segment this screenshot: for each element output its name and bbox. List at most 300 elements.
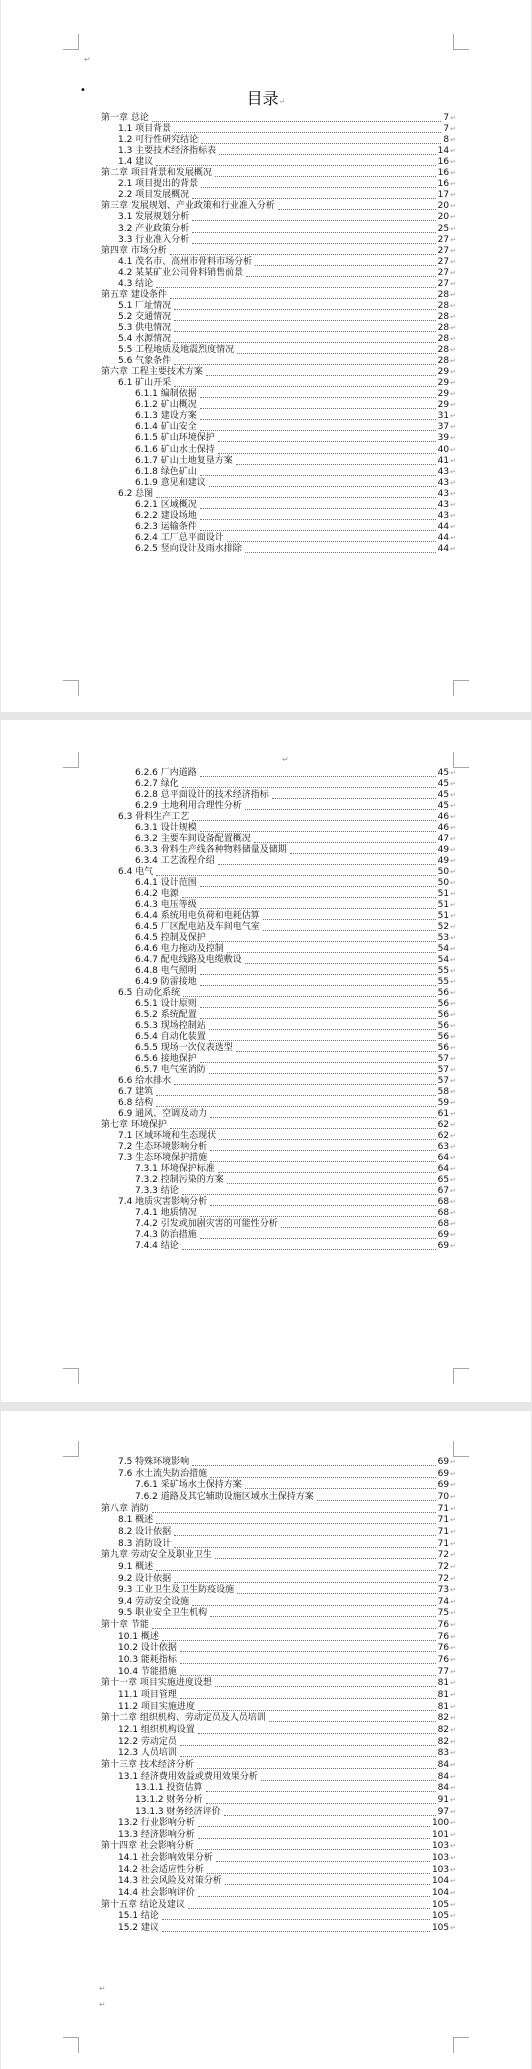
toc-leader-dots [227,541,436,542]
paragraph-mark: ↵ [450,544,456,553]
toc-entry[interactable] [135,1783,456,1794]
toc-entry[interactable] [135,500,456,511]
toc-entry[interactable] [135,878,456,889]
page-corner-mark [63,752,79,768]
toc-entry[interactable] [101,1678,456,1689]
toc-entry-label: 6.2 总图 [118,488,154,499]
toc-entry-label: 6.3.1 设计规模 [135,823,197,833]
toc-page-number: 27 [437,278,450,289]
toc-entry[interactable] [118,334,456,345]
toc-leader-dots [245,809,436,810]
toc-leader-dots [188,1908,430,1909]
toc-entry[interactable] [101,1504,456,1515]
toc-leader-dots [192,243,435,244]
toc-entry[interactable] [118,988,456,999]
toc-entry-label: 7.3.1 环境保护标准 [135,1164,215,1174]
toc-entry[interactable] [118,1725,456,1736]
toc-entry-label: 第九章 劳动安全及职业卫生 [101,1550,212,1561]
toc-leader-dots [156,1570,435,1571]
toc-entry-label: 14.2 社会适应性分析 [118,1864,204,1875]
toc-leader-dots [174,320,435,321]
toc-entry-label: 14.4 社会影响评价 [118,1888,195,1899]
toc-entry-label: 12.1 组织机构设置 [118,1724,195,1735]
toc-entry[interactable] [135,856,456,867]
toc-entry[interactable] [118,135,456,146]
toc-entry-label: 6.4.1 设计范围 [135,878,197,888]
toc-entry[interactable] [118,279,456,290]
paragraph-mark: ↵ [450,879,456,887]
toc-leader-dots [192,1605,435,1606]
toc-leader-dots [162,1640,436,1641]
toc-entry[interactable] [118,1772,456,1783]
toc-leader-dots [209,1040,436,1041]
toc-entry-label: 第十三章 技术经济分析 [101,1759,194,1770]
toc-page-number: 16 [437,157,450,168]
toc-entry[interactable] [118,124,456,135]
paragraph-mark: ↵ [450,125,456,134]
toc-page-number: 97 [437,1806,450,1817]
toc-entry-label: 7.3.2 控制污染的方案 [135,1175,224,1185]
toc-entry[interactable] [101,1900,456,1911]
toc-entry[interactable] [135,944,456,955]
toc-page-number: 104 [431,1876,450,1887]
toc-entry[interactable] [135,1164,456,1175]
paragraph-mark: ↵ [450,1597,456,1606]
toc-entry[interactable] [135,1480,456,1491]
toc-leader-dots [180,1663,436,1664]
toc-entry-label: 6.5.2 系统配置 [135,1010,197,1020]
toc-entry[interactable] [135,834,456,845]
document-page-3 [1,1411,531,2069]
toc-entry[interactable] [118,1539,456,1550]
toc-page-number: 104 [431,1888,450,1899]
toc-entry-label: 2.1 项目提出的背景 [118,179,199,190]
toc-entry-label: 6.3 骨料生产工艺 [118,812,190,822]
paragraph-mark: ↵ [450,846,456,854]
toc-leader-dots [206,1791,436,1792]
toc-entry-label: 第五章 建设条件 [101,289,167,300]
paragraph-mark: ↵ [450,257,456,266]
toc-entry-label: 6.1.8 绿色矿山 [135,466,197,477]
toc-entry-label: 5.1 厂址情况 [118,300,172,311]
toc-leader-dots [200,475,436,476]
toc-leader-dots [174,1535,435,1536]
paragraph-mark: ↵ [450,1819,456,1828]
toc-entry[interactable] [135,533,456,544]
paragraph-mark: ↵ [450,1492,456,1501]
paragraph-mark: ↵ [450,114,456,122]
toc-entry[interactable] [118,1469,456,1480]
toc-entry-label: 第十章 节能 [101,1620,149,1631]
toc-entry-label: 1.2 可行性研究结论 [118,135,199,146]
toc-entry[interactable] [135,389,456,400]
paragraph-mark: ↵ [450,1231,456,1239]
paragraph-mark: ↵ [450,1621,456,1630]
toc-leader-dots [200,408,436,409]
toc-entry-label: 6.1.5 矿山环境保护 [135,433,215,444]
toc-entry[interactable] [135,889,456,900]
paragraph-mark: ↵ [450,1055,456,1063]
toc-entry[interactable] [118,1109,456,1120]
paragraph-mark: ↵ [450,1679,456,1688]
toc-entry[interactable] [135,1795,456,1806]
toc-page-number: 105 [431,1923,450,1933]
toc-entry[interactable] [135,467,456,478]
toc-entry[interactable] [118,190,456,201]
toc-page-number: 69 [437,1480,450,1491]
toc-page-number: 7 [443,124,450,135]
toc-entry[interactable] [135,922,456,933]
toc-entry[interactable] [135,1219,456,1230]
toc-entry[interactable] [101,290,456,301]
toc-entry[interactable] [135,911,456,922]
paragraph-mark: ↵ [450,1562,456,1571]
toc-entry[interactable] [101,1620,456,1631]
toc-page-number: 71 [437,1503,450,1514]
toc-entry-label: 6.1.7 矿山土地复垦方案 [135,455,233,466]
toc-leader-dots [152,1512,436,1513]
toc-entry[interactable] [118,235,456,246]
toc-page-number: 40 [437,444,450,455]
paragraph-mark: ↵ [450,1784,456,1793]
paragraph-mark: ↵ [450,445,456,454]
toc-entry[interactable] [118,489,456,500]
paragraph-mark: ↵ [450,1551,456,1560]
toc-leader-dots [227,1183,436,1184]
toc-leader-dots [209,1073,436,1074]
toc-entry[interactable] [118,378,456,389]
paragraph-mark: ↵ [450,945,456,953]
toc-entry[interactable] [135,511,456,522]
paragraph-mark: ↵ [450,1795,456,1804]
toc-entry-label: 6.4.9 防雷接地 [135,977,197,987]
toc-entry[interactable] [118,1098,456,1109]
toc-entry[interactable] [118,1131,456,1142]
toc-entry-label: 5.5 工程地质及地震烈度情况 [118,345,235,356]
page-corner-mark [63,2037,79,2053]
paragraph-mark: ↵ [450,1220,456,1228]
toc-page-number: 8 [443,135,450,146]
toc-entry[interactable] [101,367,456,378]
toc-entry[interactable] [135,900,456,911]
toc-entry-label: 7.4.2 引发或加剧灾害的可能性分析 [135,1219,278,1229]
paragraph-mark: ↵ [450,1865,456,1874]
paragraph-mark: ↵ [450,1854,456,1863]
toc-entry-label: 第八章 消防 [101,1503,149,1514]
toc-entry[interactable] [135,1054,456,1065]
toc-entry[interactable] [118,1457,456,1468]
toc-entry[interactable] [135,845,456,856]
paragraph-mark: ↵ [450,279,456,288]
toc-page-number: 81 [437,1678,450,1689]
toc-page-number: 75 [437,1608,450,1619]
toc-entry[interactable] [135,1175,456,1186]
toc-entry[interactable] [118,1608,456,1619]
toc-entry[interactable] [135,1043,456,1054]
toc-leader-dots [198,1826,430,1827]
toc-entry[interactable] [118,1876,456,1887]
toc-leader-dots [218,864,436,865]
toc-entry[interactable] [118,1923,456,1934]
toc-title [1,90,531,111]
toc-page-number: 28 [437,311,450,322]
toc-entry[interactable] [118,1865,456,1876]
toc-entry-label: 14.1 社会影响效果分析 [118,1853,213,1864]
toc-entry-label: 13.1.3 财务经济评价 [135,1806,221,1817]
toc-entry-label: 5.3 供电情况 [118,322,172,333]
toc-leader-dots [210,1117,435,1118]
toc-page-number: 28 [437,334,450,344]
toc-entry[interactable] [101,246,456,257]
paragraph-mark: ↵ [450,1609,456,1618]
toc-entry[interactable] [118,1597,456,1608]
toc-entry[interactable] [118,312,456,323]
toc-entry[interactable] [135,456,456,467]
toc-page-number: 69 [437,1230,450,1240]
toc-entry-label: 6.5.7 电气室消防 [135,1065,206,1075]
toc-entry[interactable] [101,1550,456,1561]
toc-entry[interactable] [135,1807,456,1818]
toc-entry[interactable] [118,1562,456,1573]
toc-leader-dots [210,1150,435,1151]
toc-entry-label: 6.5.1 设计原则 [135,999,197,1009]
toc-entry[interactable] [101,1841,456,1852]
toc-entry[interactable] [101,168,456,179]
toc-entry-label: 11.2 项目实施进度 [118,1701,195,1712]
toc-entry-label: 9.2 设计依据 [118,1573,172,1584]
toc-entry[interactable] [135,1230,456,1241]
toc-entry[interactable] [135,1186,456,1197]
toc-entry[interactable] [135,1492,456,1503]
toc-entry[interactable] [118,157,456,168]
toc-entry[interactable] [118,1515,456,1526]
toc-entry[interactable] [101,201,456,212]
toc-page-number: 58 [437,1087,450,1097]
page-corner-mark [453,752,469,768]
toc-page-number: 68 [437,1197,450,1207]
paragraph-mark: ↵ [278,97,286,106]
toc-entry[interactable] [135,768,456,779]
toc-leader-dots [197,1768,436,1769]
toc-entry[interactable] [135,1032,456,1043]
toc-entry[interactable] [118,212,456,223]
toc-entry[interactable] [118,257,456,268]
toc-leader-dots [210,1161,435,1162]
toc-entry[interactable] [101,1760,456,1771]
toc-entry[interactable] [118,323,456,334]
paragraph-mark: ↵ [282,755,289,764]
page-corner-mark [63,680,79,696]
toc-entry-label: 6.5.3 现场控制站 [135,1021,206,1031]
toc-entry[interactable] [135,977,456,988]
toc-leader-dots [170,1128,436,1129]
toc-entry[interactable] [118,356,456,367]
toc-entry[interactable] [118,1748,456,1759]
toc-entry[interactable] [101,1713,456,1724]
toc-entry-label: 12.3 人员培训 [118,1748,177,1759]
toc-entry-label: 6.1.1 编制依据 [135,389,197,400]
toc-entry[interactable] [135,544,456,555]
toc-entry[interactable] [135,999,456,1010]
toc-leader-dots [198,1710,436,1711]
toc-page-number: 53 [437,933,450,943]
toc-entry-label: 11.1 项目管理 [118,1690,177,1700]
toc-leader-dots [218,1172,436,1173]
toc-entry-label: 6.2.3 运输条件 [135,521,197,532]
toc-page-number: 59 [437,1098,450,1108]
toc-entry[interactable] [135,955,456,966]
toc-page-number: 82 [437,1736,450,1747]
toc-entry[interactable] [118,1142,456,1153]
toc-entry[interactable] [118,1667,456,1678]
toc-entry[interactable] [135,1010,456,1021]
toc-entry[interactable] [118,1197,456,1208]
toc-entry[interactable] [118,1830,456,1841]
paragraph-mark: ↵ [450,923,456,931]
toc-leader-dots [200,519,436,520]
toc-entry[interactable] [101,1120,456,1131]
toc-entry[interactable] [118,179,456,190]
toc-leader-dots [200,985,436,986]
toc-leader-dots [209,486,436,487]
toc-entry[interactable] [118,1911,456,1922]
toc-entry[interactable] [118,867,456,878]
toc-entry-label: 1.4 建议 [118,157,154,168]
toc-entry[interactable] [135,422,456,433]
toc-entry-label: 3.1 发展规划分析 [118,212,190,223]
toc-entry-label: 7.2 生态环境影响分析 [118,1142,208,1152]
toc-entry[interactable] [118,1153,456,1164]
paragraph-mark: ↵ [450,1842,456,1851]
toc-entry[interactable] [118,1076,456,1087]
toc-entry[interactable] [118,1087,456,1098]
paragraph-mark: ↵ [450,824,456,832]
toc-entry[interactable] [135,478,456,489]
toc-page-number: 84 [437,1783,450,1794]
toc-entry-label: 6.4.4 系统用电负荷和电耗估算 [135,911,260,921]
toc-entry[interactable] [135,411,456,422]
toc-entry[interactable] [135,433,456,444]
toc-entry[interactable] [118,812,456,823]
toc-entry[interactable] [118,1737,456,1748]
toc-leader-dots [162,1919,430,1920]
toc-leader-dots [237,353,435,354]
toc-entry-label: 6.3.2 主要车间设备配置概况 [135,834,251,844]
toc-page-number: 14 [437,146,450,157]
toc-entry[interactable] [135,966,456,977]
toc-entry[interactable] [118,1643,456,1654]
toc-entry-label: 6.3.3 骨料生产线各种物料储量及储期 [135,845,287,855]
toc-entry[interactable] [118,1574,456,1585]
toc-entry-label: 6.4.5 厂区配电站及车间电气室 [135,922,260,932]
toc-entry[interactable] [118,1888,456,1899]
toc-leader-dots [200,1007,436,1008]
toc-leader-dots [183,996,435,997]
toc-entry-label: 9.3 工业卫生及卫生防疫设施 [118,1585,235,1596]
toc-entry-label: 4.3 结论 [118,278,154,289]
toc-entry-label: 9.1 概述 [118,1561,154,1572]
page-corner-mark [453,680,469,696]
toc-page-number: 81 [437,1701,450,1712]
toc-entry[interactable] [118,1690,456,1701]
toc-entry[interactable] [135,1241,456,1252]
toc-entry-label: 6.8 结构 [118,1098,154,1108]
toc-leader-dots [200,974,436,975]
toc-entry-label: 15.1 结论 [118,1911,159,1922]
toc-entry[interactable] [118,1655,456,1666]
toc-entry[interactable] [118,1818,456,1829]
paragraph-mark: ↵ [450,323,456,332]
paragraph-mark: ↵ [450,1000,456,1008]
toc-entry-label: 7.6.2 道路及其它辅助设施区域水土保持方案 [135,1491,314,1502]
toc-leader-dots [180,1745,436,1746]
toc-leader-dots [174,342,435,343]
toc-entry-label: 7.3.3 结论 [135,1186,179,1196]
toc-entry[interactable] [135,1208,456,1219]
toc-leader-dots [269,1721,436,1722]
paragraph-mark: ↵ [450,147,456,156]
toc-entry[interactable] [118,1632,456,1643]
toc-entry[interactable] [135,1065,456,1076]
toc-leader-dots [206,375,436,376]
paragraph-mark: ↵ [450,791,456,799]
toc-entry[interactable] [135,445,456,456]
toc-leader-dots [200,1018,436,1019]
toc-entry[interactable] [135,400,456,411]
toc-entry[interactable] [118,345,456,356]
toc-entry[interactable] [135,522,456,533]
toc-leader-dots [317,1500,436,1501]
toc-page-number: 56 [437,1043,450,1053]
toc-entry[interactable] [135,933,456,944]
paragraph-mark: ↵ [450,246,456,255]
toc-leader-dots [219,1139,435,1140]
paragraph-mark: ↵ [450,1121,456,1129]
toc-entry[interactable] [118,1527,456,1538]
toc-entry[interactable] [135,801,456,812]
toc-page-number: 39 [437,433,450,444]
toc-page-number: 29 [437,389,450,400]
toc-entry[interactable] [101,113,456,124]
toc-entry[interactable] [118,301,456,312]
paragraph-mark: ↵ [450,368,456,377]
paragraph-mark: ↵ [450,456,456,465]
toc-entry[interactable] [118,1853,456,1864]
toc-entry[interactable] [135,790,456,801]
paragraph-mark: ↵ [450,412,456,421]
toc-entry[interactable] [118,1702,456,1713]
toc-entry-label: 6.2.8 总平面设计的技术经济指标 [135,790,269,800]
toc-page-number: 69 [437,1457,450,1467]
toc-leader-dots [224,1815,436,1816]
toc-entry[interactable] [118,146,456,157]
toc-entry[interactable] [118,1585,456,1596]
toc-entry-label: 6.1 矿山开采 [118,378,172,389]
paragraph-mark: ↵ [99,2000,106,2009]
toc-entry-label: 5.6 气象条件 [118,356,172,367]
toc-entry[interactable] [135,1021,456,1032]
toc-page-number: 76 [437,1620,450,1631]
toc-entry[interactable] [118,268,456,279]
toc-leader-dots [156,875,435,876]
toc-entry[interactable] [118,224,456,235]
toc-entry[interactable] [135,823,456,834]
toc-page-number: 61 [437,1109,450,1119]
toc-leader-dots [263,930,436,931]
paragraph-mark: ↵ [450,1516,456,1525]
paragraph-mark: ↵ [450,1099,456,1107]
toc-entry[interactable] [135,779,456,790]
